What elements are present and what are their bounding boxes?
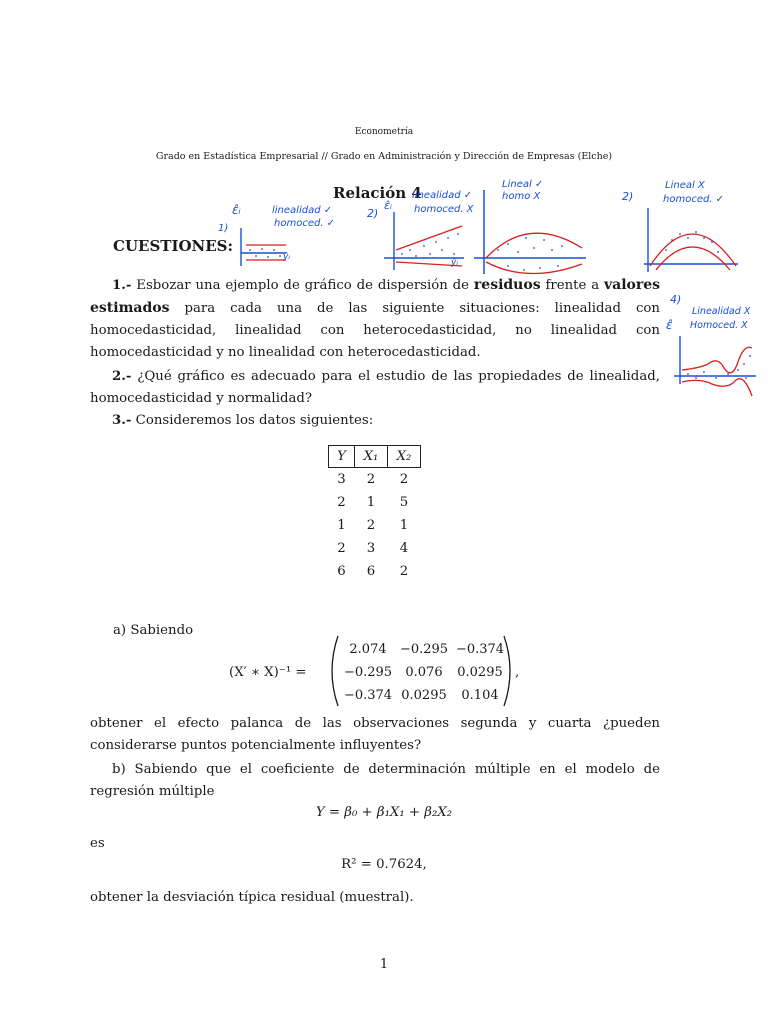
sketch-1-plot <box>238 226 290 268</box>
matrix-lhs: (X′ ∗ X)⁻¹ = <box>229 665 307 680</box>
table-cell: 4 <box>399 541 409 556</box>
part-a-question: obtener el efecto palanca de las observaciones segunda y cuarta ¿pueden considerarse puntos potencialmente influyentes? <box>90 716 660 753</box>
table-cell: 1 <box>337 518 346 533</box>
sketch-4-note-2: homoced. ✓ <box>663 194 725 205</box>
sketch-2-plot <box>372 210 468 272</box>
matrix-cell: −0.374 <box>455 642 505 657</box>
question-1-bold-residuos: residuos <box>473 277 541 293</box>
matrix-comma: , <box>515 665 520 680</box>
page-number: 1 <box>379 957 389 972</box>
matrix-cell: −0.295 <box>343 665 393 680</box>
column-header: X₁ <box>355 446 388 468</box>
table-cell: 2 <box>399 472 409 487</box>
table-row <box>329 537 421 560</box>
sketch-5-number: 4) <box>670 293 682 306</box>
table-cell: 6 <box>366 564 376 579</box>
sketch-1-note-1: linealidad ✓ <box>272 205 333 216</box>
r-squared-value: R² = 0.7624, <box>341 857 427 872</box>
question-1-text-a: Esbozar una ejemplo de gráfico de dispersión de <box>136 278 470 293</box>
question-1-number: 1.- <box>112 278 132 293</box>
sketch-2-number: 2) <box>367 207 379 220</box>
page-title: Relación 4 <box>333 184 422 202</box>
column-header: X₂ <box>388 446 421 468</box>
matrix-cell: −0.374 <box>343 688 393 703</box>
part-b-question: b) Sabiendo que el coeficiente de determinación múltiple en el modelo de regresión múltiple <box>90 762 660 799</box>
sketch-2-x-label: ŷᵢ <box>451 258 458 268</box>
sketch-4-number: 2) <box>622 190 634 203</box>
matrix-cell: 0.0295 <box>457 665 503 680</box>
sketch-5-plot <box>672 334 758 412</box>
table-cell: 2 <box>337 541 346 556</box>
table-cell: 2 <box>366 472 376 487</box>
table-cell: 6 <box>337 564 346 579</box>
table-cell: 1 <box>399 518 409 533</box>
matrix-cell: 2.074 <box>349 642 387 657</box>
regression-model: Y = β₀ + β₁X₁ + β₂X₂ <box>315 805 453 820</box>
question-1 <box>90 274 660 364</box>
matrix-cell: 0.076 <box>405 665 443 680</box>
question-3 <box>90 410 660 432</box>
sketch-3-plot <box>468 188 590 276</box>
sketch-5-axis-label: ε̂ <box>666 318 673 332</box>
sketch-2-axis-label: ε̂ᵢ <box>384 199 392 212</box>
sketch-5-note-2: Homoced. X <box>690 320 748 331</box>
sketch-3-note-2: homo X <box>502 191 541 202</box>
question-2 <box>90 366 660 410</box>
column-header: Y <box>329 446 355 468</box>
part-b-task: obtener la desviación típica residual (muestral). <box>90 890 414 905</box>
matrix-cell: 0.0295 <box>401 688 447 703</box>
part-a-label: a) Sabiendo <box>113 623 194 638</box>
sketch-2-note-2: homoced. X <box>414 204 474 215</box>
question-1-text-c: para cada una de las siguiente situaciones: linealidad con homocedasticidad, linealidad con heterocedasticidad, no linealidad con homocedasticidad y no linealidad con heterocedasticidad. <box>90 301 660 360</box>
table-header-row <box>329 446 421 468</box>
table-row <box>329 491 421 514</box>
data-table <box>328 445 421 583</box>
sketch-1-axis-label: ε̂ᵢ <box>232 203 241 217</box>
sketch-2-note-1: linealidad ✓ <box>412 190 473 201</box>
table-row <box>329 560 421 583</box>
table-cell: 2 <box>399 564 409 579</box>
sketch-4-note-1: Lineal X <box>665 180 705 191</box>
sketch-3-note-1: Lineal ✓ <box>502 179 544 190</box>
sketch-4-plot <box>642 206 742 274</box>
table-cell: 3 <box>337 472 346 487</box>
question-1-bold-valores: valores estimados <box>90 277 661 316</box>
table-cell: 5 <box>399 495 409 510</box>
degree-line: Grado en Estadística Empresarial // Grado en Administración y Dirección de Empresas (Elche) <box>155 151 613 162</box>
sketch-1-number: 1) <box>218 223 229 234</box>
table-cell: 3 <box>366 541 376 556</box>
table-cell: 1 <box>366 495 376 510</box>
part-b-es: es <box>90 836 105 851</box>
matrix-cell: 0.104 <box>461 688 499 703</box>
sketch-1-note-2: homoced. ✓ <box>274 218 336 229</box>
course-name: Econometría <box>354 127 414 137</box>
question-3-number: 3.- <box>112 413 132 428</box>
sketch-1-x-label: ŷᵢ <box>283 252 290 262</box>
table-cell: 2 <box>366 518 376 533</box>
question-2-number: 2.- <box>112 369 132 384</box>
table-cell: 2 <box>337 495 346 510</box>
table-row <box>329 468 421 492</box>
question-3-text: Consideremos los datos siguientes: <box>135 413 374 428</box>
question-1-text-b: frente a <box>545 278 600 293</box>
matrix-cell: −0.295 <box>399 642 449 657</box>
question-2-text: ¿Qué gráfico es adecuado para el estudio de las propiedades de linealidad, homocedasticidad y normalidad? <box>90 369 660 406</box>
sketch-5-note-1: Linealidad X <box>692 306 751 317</box>
section-heading: CUESTIONES: <box>113 237 234 255</box>
table-row <box>329 514 421 537</box>
